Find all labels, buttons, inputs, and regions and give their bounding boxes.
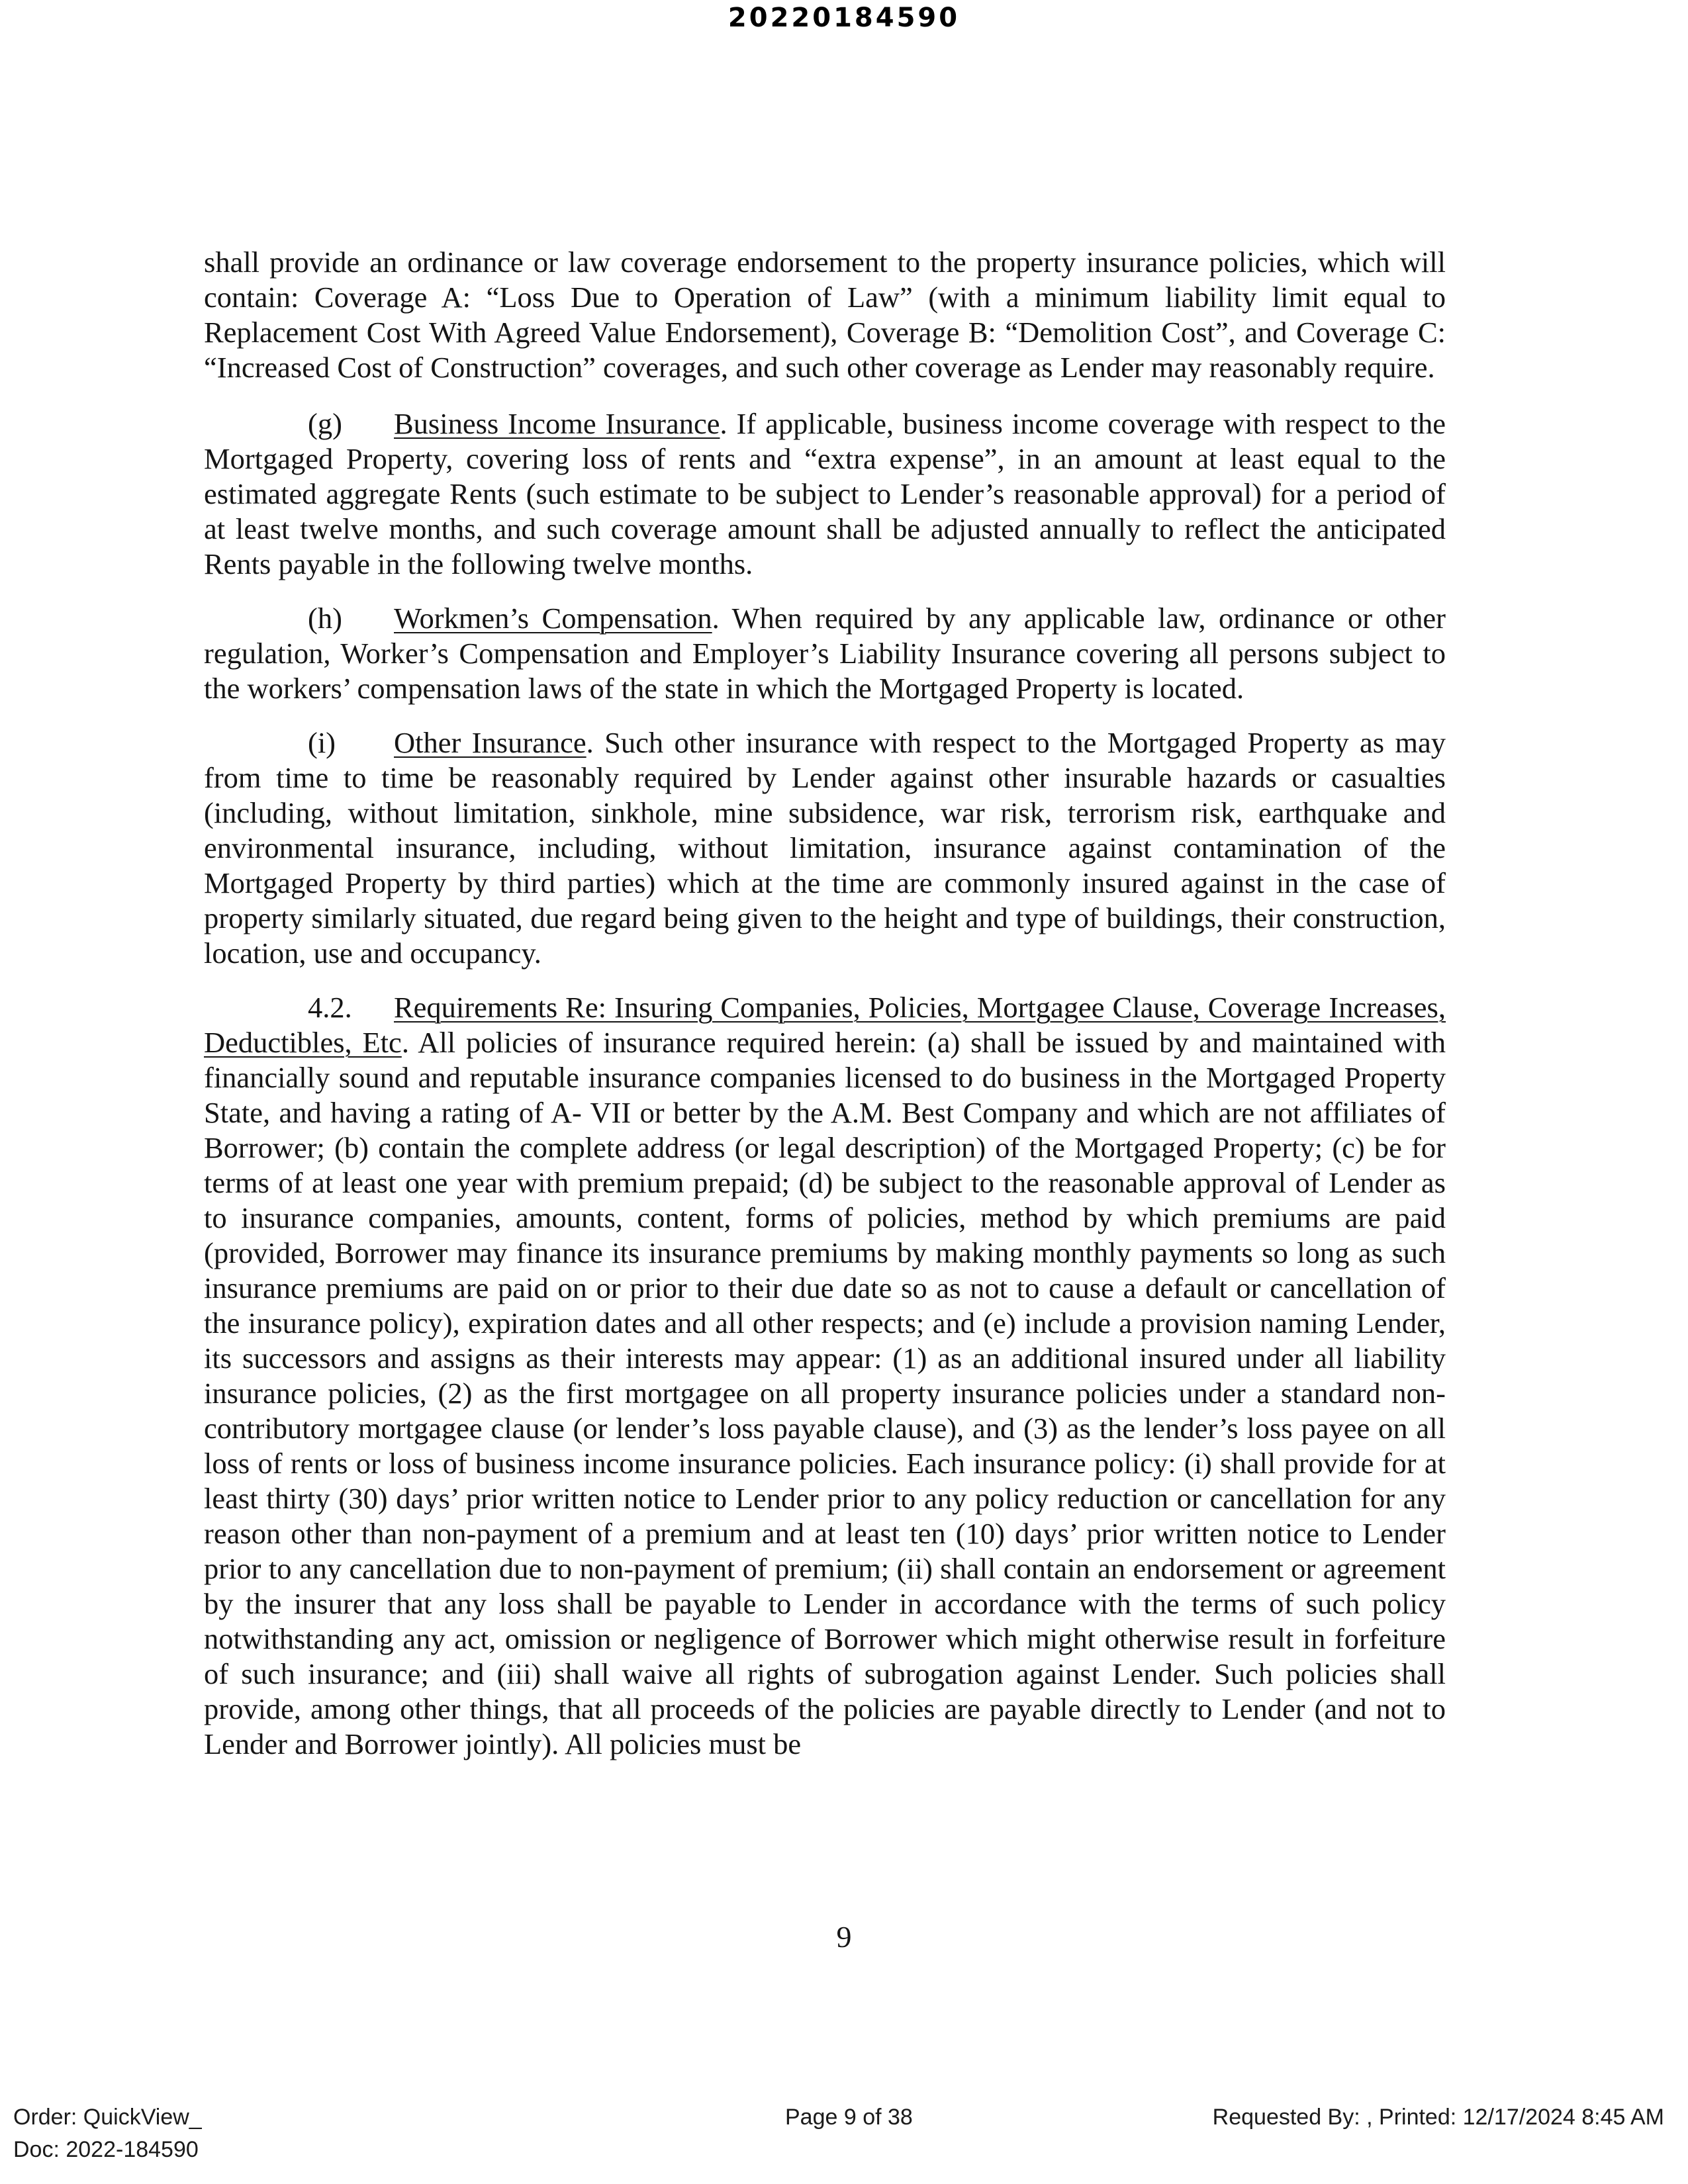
section-h-marker: (h) xyxy=(308,602,342,635)
section-4-2-marker: 4.2. xyxy=(308,991,352,1024)
section-h-paragraph xyxy=(204,601,1446,706)
section-4-2-text: . All policies of insurance required herein: (a) shall be issued by and maintained with financially sound and reputable insurance companies licensed to do business in the Mortgaged Property State, and having a rating of A- VII or better by the A.M. Best Company and which are not affiliates of Borrower; (b) contain the complete address (or legal description) of the Mortgaged Property; (c) be for terms of at least one year with premium prepaid; (d) be subject to the reasonable approval of Lender as to insurance companies, amounts, content, forms of policies, method by which premiums are paid (provided, Borrower may finance its insurance premiums by making monthly payments so long as such insurance premiums are paid on or prior to their due date so as not to cause a default or cancellation of the insurance policy), expiration dates and all other respects; and (e) include a provision naming Lender, its successors and assigns as their interests may appear: (1) as an additional insured under all liability insurance policies, (2) as the first mortgagee on all property insurance policies under a standard non-contributory mortgagee clause (or lender’s loss payable clause), and (3) as the lender’s loss payee on all loss of rents or loss of business income insurance policies. Each insurance policy: (i) shall provide for at least thirty (30) days’ prior written notice to Lender prior to any policy reduction or cancellation for any reason other than non-payment of a premium and at least ten (10) days’ prior written notice to Lender prior to any cancellation due to non-payment of premium; (ii) shall contain an endorsement or agreement by the insurer that any loss shall be payable to Lender in accordance with the terms of such policy notwithstanding any act, omission or negligence of Borrower which might otherwise result in forfeiture of such insurance; and (iii) shall waive all rights of subrogation against Lender. Such policies shall provide, among other things, that all proceeds of the policies are payable directly to Lender (and not to Lender and Borrower jointly). All policies must be xyxy=(204,1026,1446,1760)
document-body xyxy=(204,245,1446,1781)
section-i-heading: Other Insurance xyxy=(394,726,586,759)
section-4-2-heading: Requirements Re: Insuring Companies, Policies, Mortgagee Clause, Coverage Increases, Deductibles, Etc xyxy=(204,991,1446,1059)
recording-document-number: 20220184590 xyxy=(727,3,961,33)
footer-page-indicator: Page 9 of 38 xyxy=(785,2105,913,2130)
section-i-marker: (i) xyxy=(308,726,336,759)
section-h-heading: Workmen’s Compensation xyxy=(394,602,712,635)
section-g-heading: Business Income Insurance xyxy=(394,407,720,440)
section-h-text: . When required by any applicable law, ordinance or other regulation, Worker’s Compensation and Employer’s Liability Insurance covering all persons subject to the workers’ compensation laws of the state in which the Mortgaged Property is located. xyxy=(204,602,1446,705)
continuation-paragraph: shall provide an ordinance or law coverage endorsement to the property insurance policies, which will contain: Coverage A: “Loss Due to Operation of Law” (with a minimum liability limit equal to Replacement Cost With Agreed Value Endorsement), Coverage B: “Demolition Cost”, and Coverage C: “Increased Cost of Construction” coverages, and such other coverage as Lender may reasonably require. xyxy=(204,246,1446,384)
section-i-text: . Such other insurance with respect to the Mortgaged Property as may from time to time be reasonably required by Lender against other insurable hazards or casualties (including, without limitation, sinkhole, mine subsidence, war risk, terrorism risk, earthquake and environmental insurance, including, without limitation, insurance against contamination of the Mortgaged Property by third parties) which at the time are commonly insured against in the case of property similarly situated, due regard being given to the height and type of buildings, their construction, location, use and occupancy. xyxy=(204,726,1446,970)
page-number: 9 xyxy=(836,1920,852,1954)
section-4-2-paragraph xyxy=(204,990,1446,1762)
section-g-paragraph xyxy=(204,406,1446,582)
section-i-paragraph xyxy=(204,725,1446,971)
section-g-text: . If applicable, business income coverage with respect to the Mortgaged Property, covering loss of rents and “extra expense”, in an amount at least equal to the estimated aggregate Rents (such estimate to be subject to Lender’s reasonable approval) for a period of at least twelve months, and such coverage amount shall be adjusted annually to reflect the anticipated Rents payable in the following twelve months. xyxy=(204,407,1446,580)
footer-requested-printed: Requested By: , Printed: 12/17/2024 8:45 AM xyxy=(1212,2105,1664,2130)
footer-order: Order: QuickView_ xyxy=(13,2105,202,2130)
section-g-marker: (g) xyxy=(308,407,342,440)
footer-doc-number: Doc: 2022-184590 xyxy=(13,2137,199,2162)
